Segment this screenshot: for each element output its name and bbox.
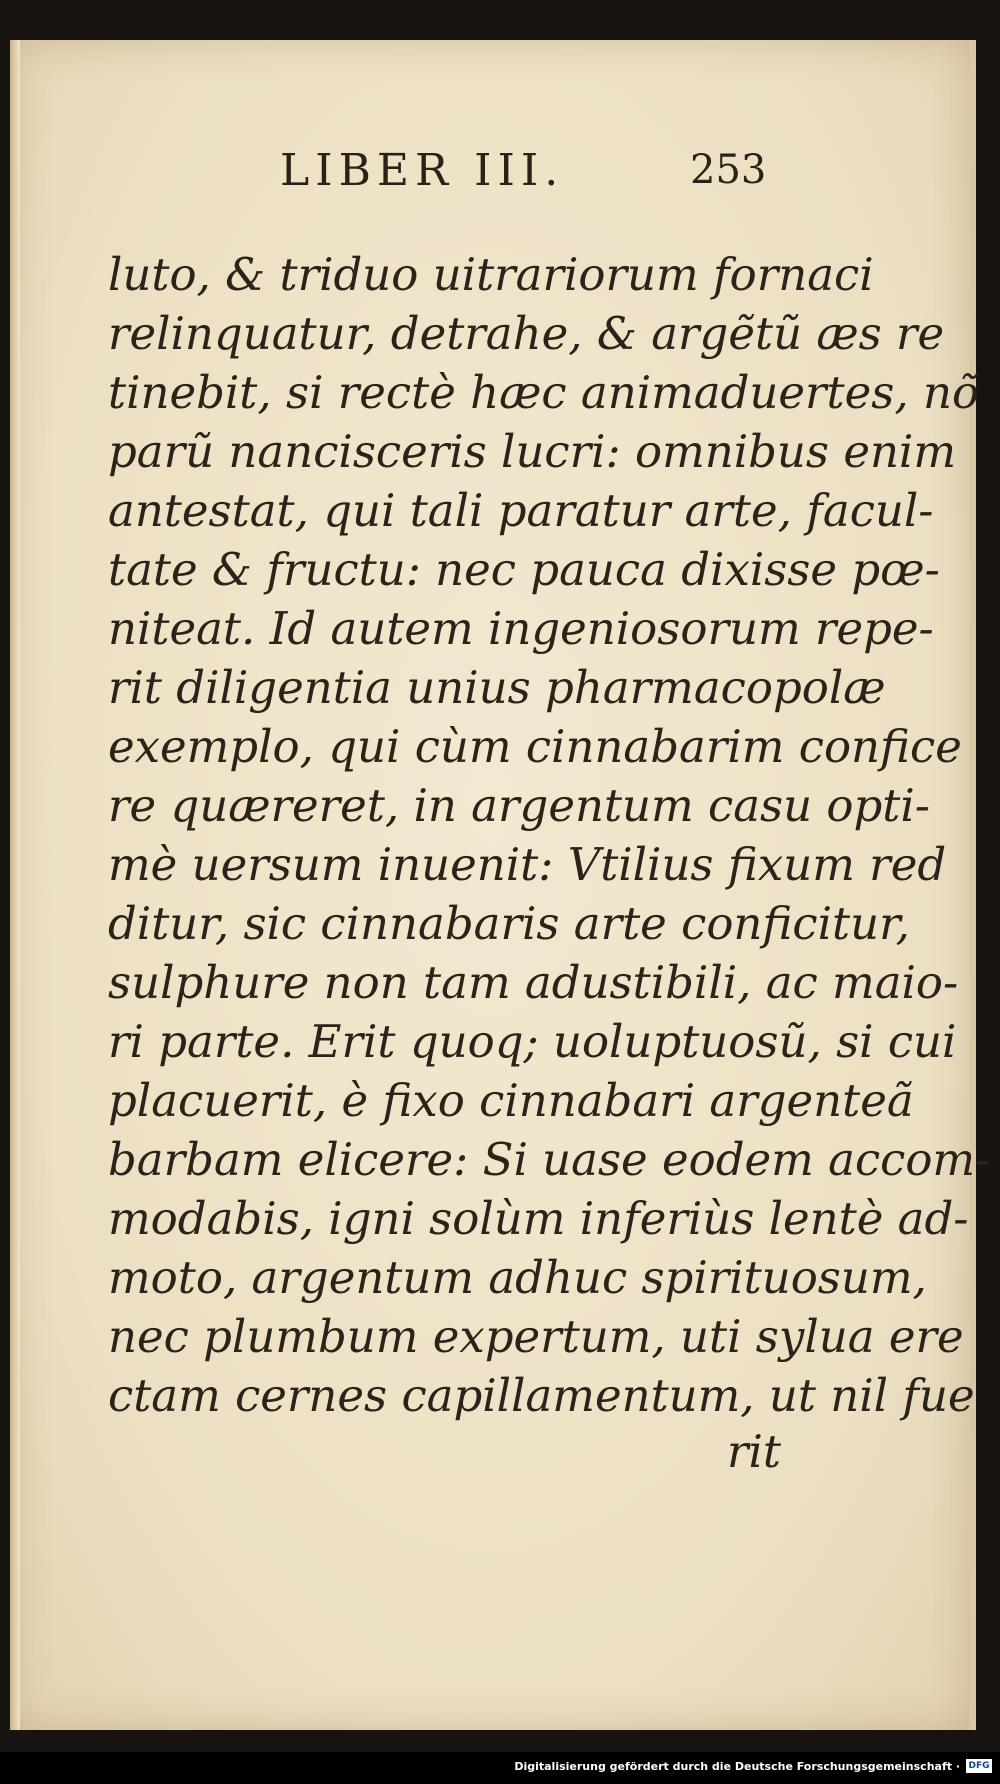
digitization-footer [0,1752,1000,1784]
text-line: relinquatur, detrahe, & argẽtũ æs re [108,307,945,360]
text-line: moto, argentum adhuc spirituosum, [108,1251,927,1304]
text-line: niteat. Id autem ingeniosorum repe- [108,602,934,655]
text-line: tinebit, si rectè hæc animaduertes, nõ [108,366,980,419]
text-block [108,245,991,1425]
funding-credit: Digitalisierung gefördert durch die Deutsche Forschungsgemeinschaft · [514,1760,960,1773]
text-line: ctam cernes capillamentum, ut nil fue [108,1369,975,1422]
catchword: rit [727,1425,781,1478]
dfg-logo: DFG [966,1759,992,1773]
text-line: re quæreret, in argentum casu opti- [108,779,930,832]
text-line: barbam elicere: Si uase eodem accom- [108,1133,991,1186]
page-header [0,145,1000,215]
text-line: exemplo, qui cùm cinnabarim confice [108,720,962,773]
text-line: placuerit, è fixo cinnabari argenteã [108,1074,914,1127]
running-head: LIBER III. [280,145,565,196]
page-number: 253 [690,147,767,193]
text-line: mè uersum inuenit: Vtilius fixum red [108,838,947,891]
text-line: parũ nancisceris lucri: omnibus enim [108,425,956,478]
text-line: ditur, sic cinnabaris arte conficitur, [108,897,910,950]
text-line: nec plumbum expertum, uti sylua ere [108,1310,964,1363]
text-line: ri parte. Erit quoq; uoluptuosũ, si cui [108,1015,957,1068]
text-line: tate & fructu: nec pauca dixisse pœ- [108,543,940,596]
text-line: rit diligentia unius pharmacopolæ [108,661,886,714]
text-line: modabis, igni solùm inferiùs lentè ad- [108,1192,969,1245]
text-line: antestat, qui tali paratur arte, facul- [108,484,934,537]
text-line: sulphure non tam adustibili, ac maio- [108,956,959,1009]
text-line: luto, & triduo uitrariorum fornaci [108,248,874,301]
page-gutter [10,40,20,1730]
